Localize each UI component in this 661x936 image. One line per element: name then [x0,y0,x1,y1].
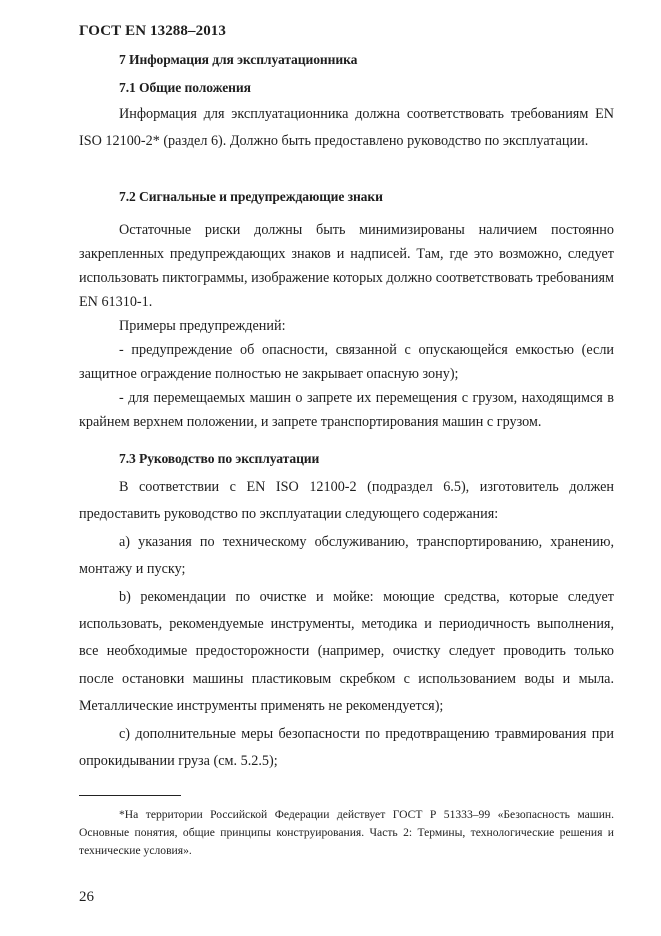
footnote-text: *На территории Российской Федерации действует ГОСТ Р 51333–99 «Безопасность машин. Основные понятия, общие принципы конструирования. Часть 2: Термины, технологические решения и технические условия». [79,808,614,857]
list-item: c) дополнительные меры безопасности по предотвращению травмирования при опрокидывании груза (см. 5.2.5); [79,725,614,770]
subsection-7-2-body [79,218,614,434]
page-number: 26 [79,889,94,905]
list-item: b) рекомендации по очистке и мойке: моющие средства, которые следует использовать, рекомендуемые инструменты, методика и периодичность выполнения, все необходимые предосторожности (например, очистку следует проводить только после остановки машины пластиковым скребком с использованием воды и мыла. Металлические инструменты применять не рекомендуется); [79,588,614,715]
subsection-7-1-body [79,101,614,156]
paragraph: Остаточные риски должны быть минимизированы наличием постоянно закрепленных предупреждающих знаков и надписей. Там, где это возможно, следует использовать пиктограммы, изображение которых должно соответствовать требованиям EN 61310-1. [79,222,614,310]
document-code-header: ГОСТ EN 13288–2013 [79,23,226,39]
subsection-7-3-heading: 7.3 Руководство по эксплуатации [119,451,320,466]
footnote-separator [79,795,181,796]
paragraph: В соответствии с EN ISO 12100-2 (подраздел 6.5), изготовитель должен предоставить руководство по эксплуатации следующего содержания: [79,479,614,523]
list-item: a) указания по техническому обслуживанию, транспортированию, хранению, монтажу и пуску; [79,533,614,578]
footnote [79,806,614,860]
subsection-7-1-heading: 7.1 Общие положения [119,80,251,95]
paragraph: Информация для эксплуатационника должна соответствовать требованиям EN ISO 12100-2* (раздел 6). Должно быть предоставлено руководство по эксплуатации. [79,106,614,150]
section-7-heading: 7 Информация для эксплуатационника [119,52,358,67]
list-item: - для перемещаемых машин о запрете их перемещения с грузом, находящимся в крайнем верхнем положении, и запрете транспортирования машин с грузом. [79,390,614,430]
subsection-7-2-heading: 7.2 Сигнальные и предупреждающие знаки [119,189,383,204]
list-item: - предупреждение об опасности, связанной с опускающейся емкостью (если защитное ограждение полностью не закрывает опасную зону); [79,342,614,382]
subsection-7-3-body [79,474,614,775]
paragraph: Примеры предупреждений: [119,318,286,334]
